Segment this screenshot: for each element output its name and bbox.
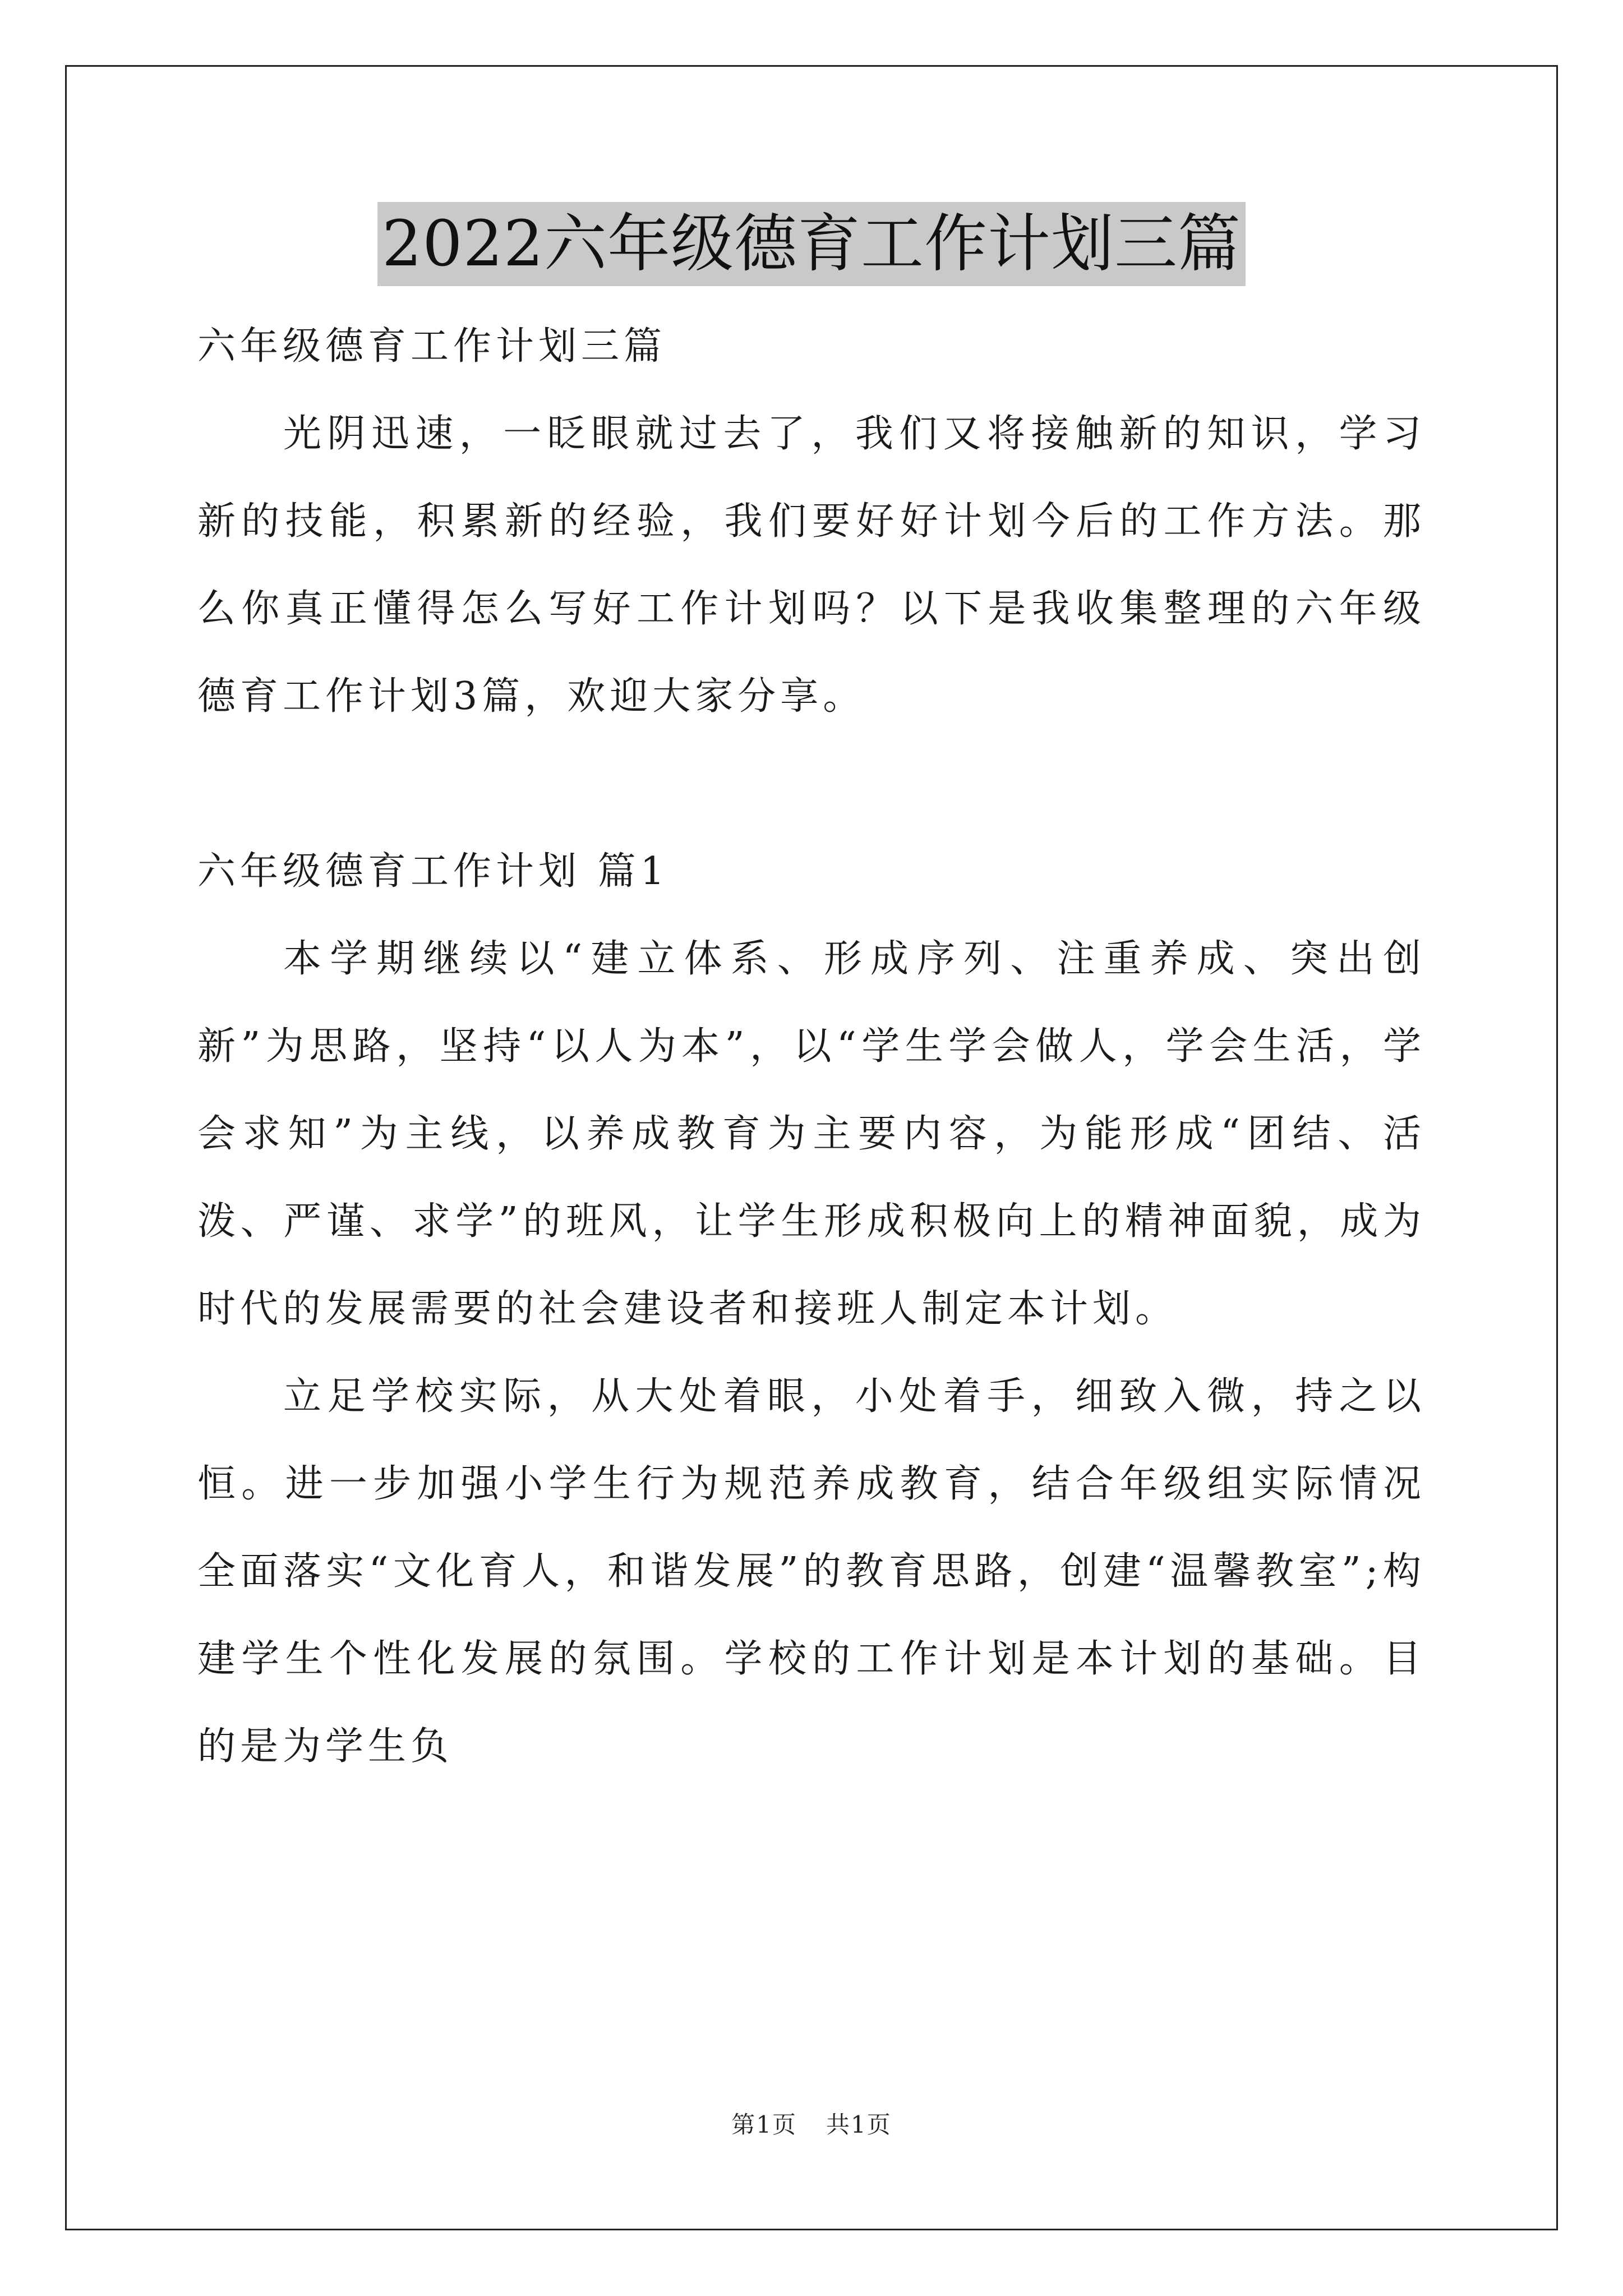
document-title: 2022六年级德育工作计划三篇 <box>377 202 1246 286</box>
document-subtitle: 六年级德育工作计划三篇 <box>197 324 667 369</box>
page-number-current: 第1页 <box>731 2111 797 2138</box>
section-heading: 六年级德育工作计划 篇1 <box>197 849 669 894</box>
body-paragraph-1: 本学期继续以“建立体系、形成序列、注重养成、突出创新”为思路，坚持“以人为本”，以“学生学会做人，学会生活，学会求知”为主线，以养成教育为主要内容，为能形成“团结、活泼、严谨、求学”的班风，让学生形成积极向上的精神面貌，成为时代的发展需要的社会建设者和接班人制定本计划。 <box>197 937 1426 1331</box>
intro-paragraph: 光阴迅速，一眨眼就过去了，我们又将接触新的知识，学习新的技能，积累新的经验，我们要好好计划今后的工作方法。那么你真正懂得怎么写好工作计划吗？以下是我收集整理的六年级德育工作计划3篇，欢迎大家分享。 <box>197 412 1426 719</box>
page-footer <box>0 2108 1623 2142</box>
body-paragraph-2: 立足学校实际，从大处着眼，小处着手，细致入微，持之以恒。进一步加强小学生行为规范养成教育，结合年级组实际情况全面落实“文化育人，和谐发展”的教育思路，创建“温馨教室”;构建学生个性化发展的氛围。学校的工作计划是本计划的基础。目的是为学生负 <box>197 1374 1426 1769</box>
document-body <box>197 303 1426 1791</box>
page-number-total: 共1页 <box>826 2111 892 2138</box>
title-container <box>0 202 1623 286</box>
section-spacer <box>197 740 1426 828</box>
